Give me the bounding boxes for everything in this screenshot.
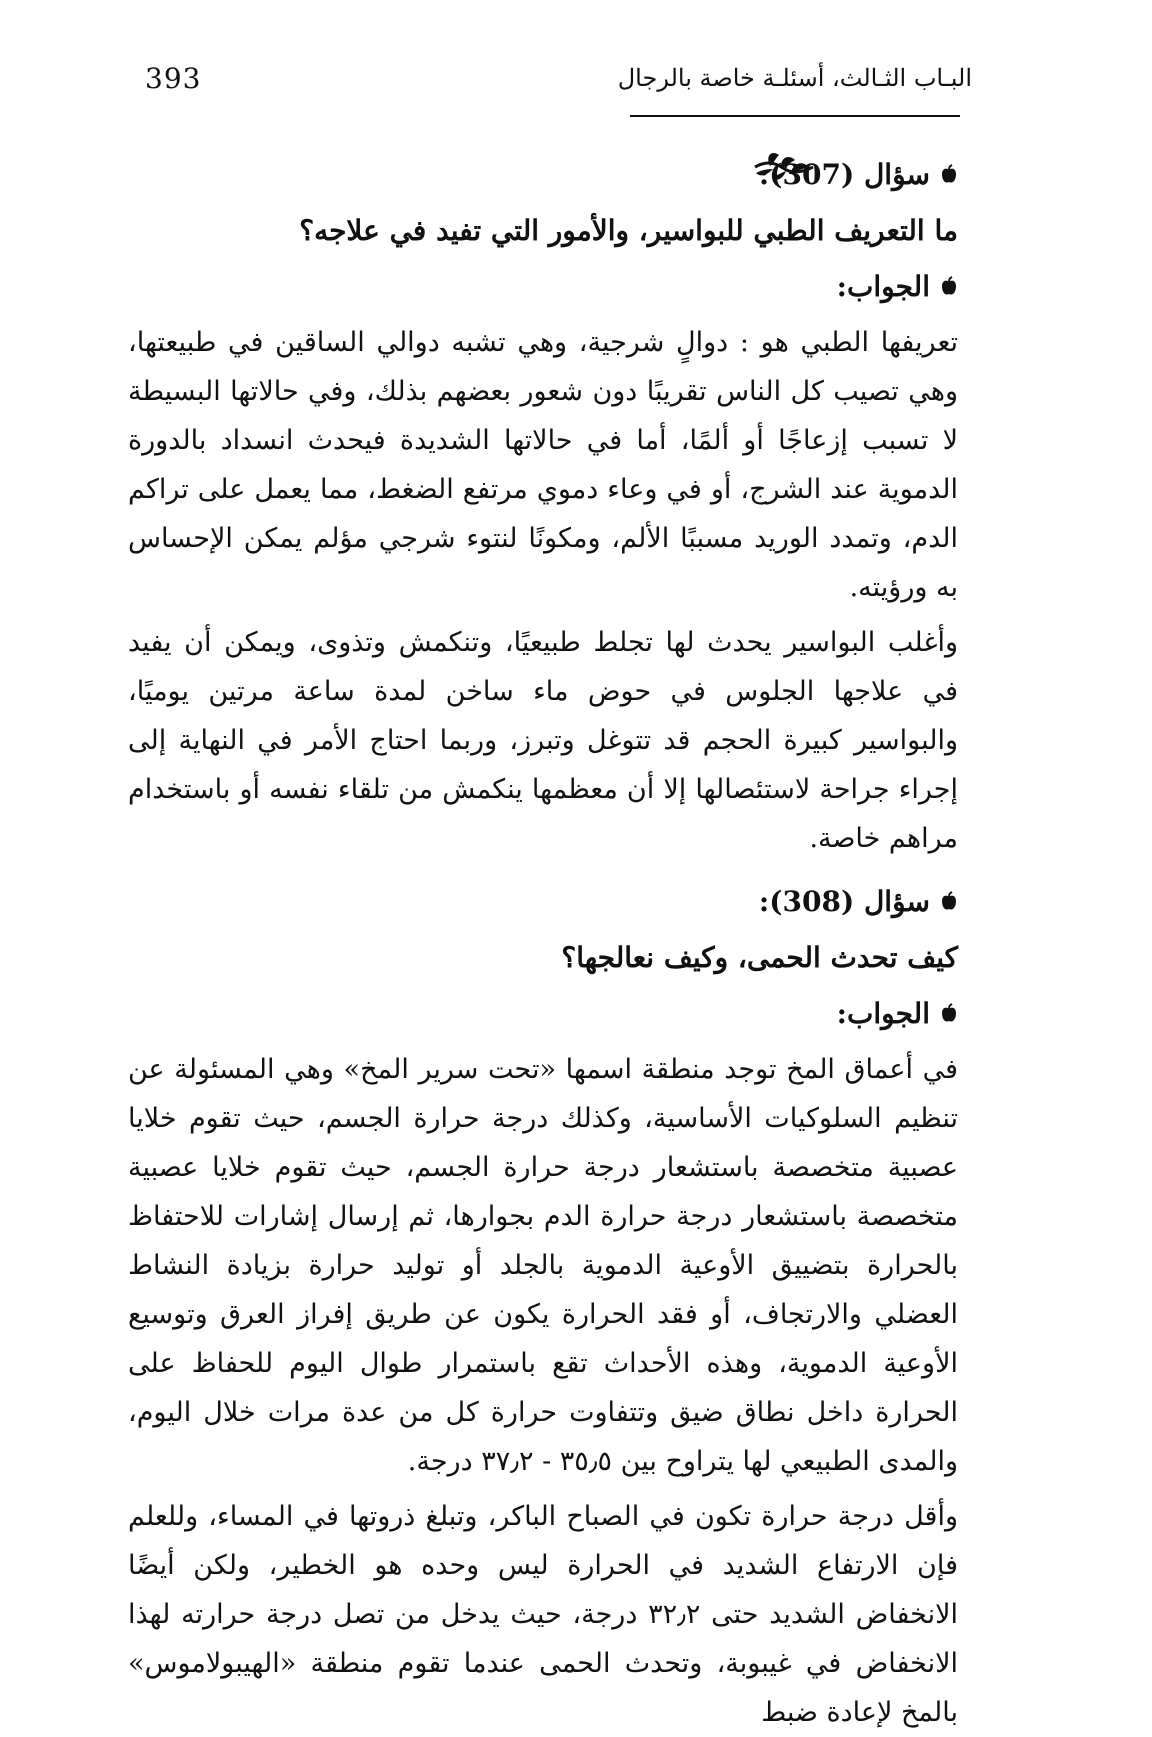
answer-307-paragraph-2: وأغلب البواسير يحدث لها تجلط طبيعيًا، وتنكمش وتذوى، ويمكن أن يفيد في علاجها الجلوس في حوض ماء ساخن لمدة ساعة مرتين يوميًا، والبواسير كبيرة الحجم قد تتوغل وتبرز، وربما احتاج الأمر في النهاية إلى إجراء جراحة لاستئصالها إلا أن معظمها ينكمش من تلقاء نفسه أو باستخدام مراهم خاصة. <box>128 627 958 854</box>
question-308-section <box>128 877 958 1737</box>
answer-307-label-row <box>128 262 958 312</box>
apple-bullet-icon <box>940 165 958 185</box>
apple-bullet-icon <box>940 1004 958 1024</box>
answer-308-label-row <box>128 989 958 1039</box>
page-header <box>120 52 982 112</box>
question-308-label: سؤال (308): <box>758 885 930 918</box>
apple-bullet-icon <box>940 892 958 912</box>
apple-bullet-icon <box>940 277 958 297</box>
page-number: 393 <box>145 62 202 95</box>
answer-308-label: الجواب: <box>836 997 930 1030</box>
question-308-label-row <box>128 877 958 927</box>
question-307-label-row <box>128 150 958 200</box>
answer-308-paragraph-2: وأقل درجة حرارة تكون في الصباح الباكر، وتبلغ ذروتها في المساء، وللعلم فإن الارتفاع الشديد في الحرارة ليس وحده هو الخطير، ولكن أيضًا الانخفاض الشديد حتى ٣٢٫٢ درجة، حيث يدخل من تصل درجة حرارته لهذا الانخفاض في غيبوبة، وتحدث الحمى عندما تقوم منطقة «الهيبولاموس» بالمخ لإعادة ضبط <box>128 1501 958 1728</box>
answer-307-label: الجواب: <box>836 270 930 303</box>
running-title: البـاب الثـالث، أسئلـة خاصة بالرجال <box>617 64 972 92</box>
question-307-text: ما التعريف الطبي للبواسير، والأمور التي تفيد في علاجه؟ <box>299 214 958 247</box>
question-308-text: كيف تحدث الحمى، وكيف نعالجها؟ <box>561 941 958 974</box>
section-spacer <box>128 869 958 877</box>
header-rule <box>630 115 960 117</box>
answer-308-paragraph-1: في أعماق المخ توجد منطقة اسمها «تحت سرير المخ» وهي المسئولة عن تنظيم السلوكيات الأساسية، وكذلك درجة حرارة الجسم، حيث تقوم خلايا عصبية متخصصة باستشعار درجة حرارة الجسم، حيث تقوم خلايا عصبية متخصصة باستشعار درجة حرارة الدم بجوارها، ثم إرسال إشارات للاحتفاظ بالحرارة بتضييق الأوعية الدموية بالجلد أو توليد حرارة بزيادة النشاط العضلي والارتجاف، أو فقد الحرارة يكون عن طريق إفراز العرق وتوسيع الأوعية الدموية، وهذه الأحداث تقع باستمرار طوال اليوم للحفاظ على الحرارة داخل نطاق ضيق وتتفاوت حرارة كل من عدة مرات خلال اليوم، والمدى الطبيعي لها يتراوح بين ٣٥٫٥ - ٣٧٫٢ درجة. <box>128 1054 958 1477</box>
question-307-label: سؤال (307): <box>758 158 930 191</box>
page-content <box>128 150 958 1728</box>
answer-307-paragraph-1: تعريفها الطبي هو : دوالٍ شرجية، وهي تشبه دوالي الساقين في طبيعتها، وهي تصيب كل الناس تقريبًا دون شعور بعضهم بذلك، وفي حالاتها البسيطة لا تسبب إزعاجًا أو ألمًا، أما في حالاتها الشديدة فيحدث انسداد بالدورة الدموية عند الشرج، أو في وعاء دموي مرتفع الضغط، مما يعمل على تراكم الدم، وتمدد الوريد مسببًا الألم، ومكونًا لنتوء شرجي مؤلم يمكن الإحساس به ورؤيته. <box>128 327 958 603</box>
question-307-section <box>128 150 958 863</box>
